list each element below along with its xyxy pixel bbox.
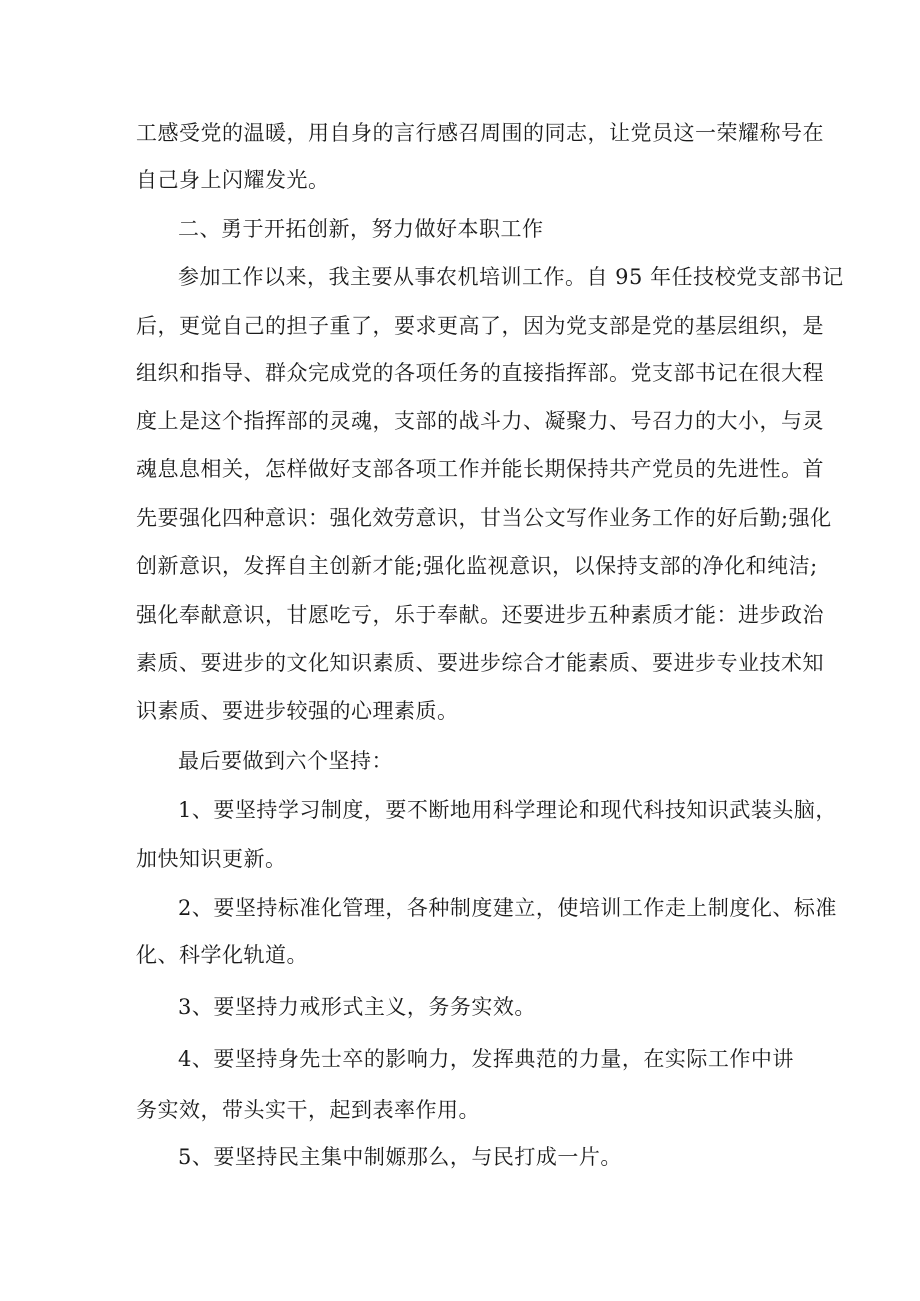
text-line: 参加工作以来，我主要从事农机培训工作。自 95 年任技校党支部书记 [178, 265, 844, 289]
text-line: 度上是这个指挥部的灵魂，支部的战斗力、凝聚力、号召力的大小，与灵 [136, 409, 824, 433]
text-line: 加快知识更新。 [136, 847, 287, 871]
list-item: 4、要坚持身先士卒的影响力，发挥典范的力量，在实际工作中讲 [178, 1047, 794, 1071]
list-item: 5、要坚持民主集中制嫄那么，与民打成一片。 [178, 1145, 622, 1169]
section-heading: 二、勇于开拓创新，努力做好本职工作 [178, 217, 544, 241]
text-line: 创新意识，发挥自主创新才能;强化监视意识，以保持支部的净化和纯洁; [136, 554, 818, 578]
list-item: 2、要坚持标准化管理，各种制度建立，使培训工作走上制度化、标准 [178, 896, 837, 920]
text-line: 务实效，带头实干，起到表率作用。 [136, 1098, 480, 1122]
text-line: 自己身上闪耀发光。 [136, 168, 330, 192]
text-line: 工感受党的温暖，用自身的言行感召周围的同志，让党员这一荣耀称号在 [136, 121, 824, 145]
text-line: 素质、要进步的文化知识素质、要进步综合才能素质、要进步专业技术知 [136, 651, 824, 675]
text-line: 最后要做到六个坚持： [178, 749, 393, 773]
text-line: 先要强化四种意识：强化效劳意识，甘当公文写作业务工作的好后勤;强化 [136, 506, 832, 530]
text-line: 后，更觉自己的担子重了，要求更高了，因为党支部是党的基层组织，是 [136, 314, 824, 338]
text-line: 组织和指导、群众完成党的各项任务的直接指挥部。党支部书记在很大程 [136, 361, 824, 385]
text-line: 魂息息相关，怎样做好支部各项工作并能长期保持共产党员的先进性。首 [136, 457, 824, 481]
text-line: 化、科学化轨道。 [136, 943, 308, 967]
text-line: 强化奉献意识，甘愿吃亏，乐于奉献。还要进步五种素质才能：进步政治 [136, 603, 824, 627]
list-item: 3、要坚持力戒形式主义，务务实效。 [178, 995, 536, 1019]
list-item: 1、要坚持学习制度，要不断地用科学理论和现代科技知识武装头脑， [178, 798, 837, 822]
text-line: 识素质、要进步较强的心理素质。 [136, 699, 459, 723]
